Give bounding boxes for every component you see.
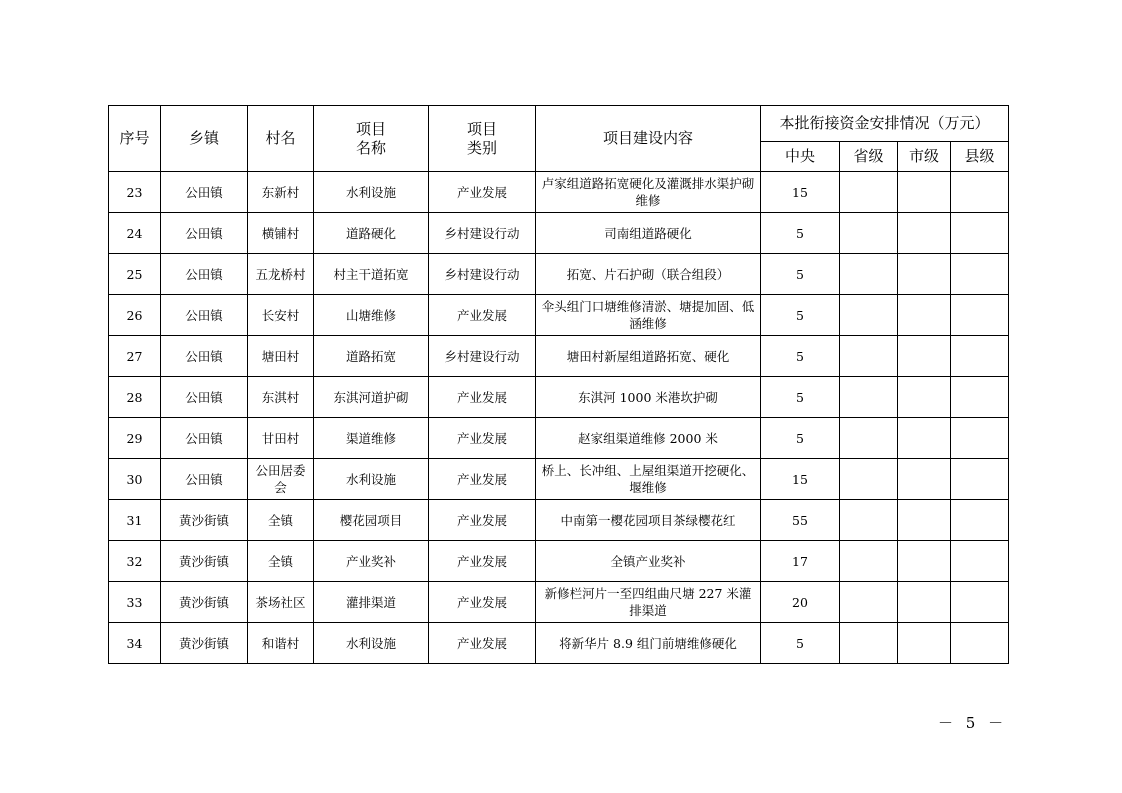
cell-content: 桥上、长冲组、上屋组渠道开挖硬化、堰维修 <box>536 459 761 500</box>
cell-provincial <box>840 172 898 213</box>
cell-content: 伞头组门口塘维修清淤、塘提加固、低涵维修 <box>536 295 761 336</box>
table-row <box>109 500 1009 541</box>
cell-municipal <box>898 172 951 213</box>
cell-municipal <box>898 418 951 459</box>
cell-town: 黄沙街镇 <box>161 541 248 582</box>
cell-town: 公田镇 <box>161 295 248 336</box>
cell-seq: 26 <box>109 295 161 336</box>
cell-seq: 28 <box>109 377 161 418</box>
cell-content: 赵家组渠道维修 2000 米 <box>536 418 761 459</box>
cell-seq: 34 <box>109 623 161 664</box>
cell-municipal <box>898 582 951 623</box>
cell-content: 塘田村新屋组道路拓宽、硬化 <box>536 336 761 377</box>
cell-type: 产业发展 <box>429 623 536 664</box>
table-row <box>109 623 1009 664</box>
cell-seq: 29 <box>109 418 161 459</box>
cell-type: 产业发展 <box>429 541 536 582</box>
cell-county <box>951 582 1009 623</box>
cell-municipal <box>898 541 951 582</box>
cell-municipal <box>898 213 951 254</box>
cell-town: 公田镇 <box>161 254 248 295</box>
table-row <box>109 418 1009 459</box>
cell-town: 黄沙街镇 <box>161 623 248 664</box>
cell-type: 乡村建设行动 <box>429 336 536 377</box>
header-municipal: 市级 <box>898 142 951 172</box>
cell-village: 全镇 <box>248 541 314 582</box>
cell-town: 黄沙街镇 <box>161 500 248 541</box>
cell-central: 5 <box>761 336 840 377</box>
cell-name: 灌排渠道 <box>314 582 429 623</box>
cell-village: 长安村 <box>248 295 314 336</box>
header-provincial: 省级 <box>840 142 898 172</box>
cell-central: 55 <box>761 500 840 541</box>
cell-central: 5 <box>761 418 840 459</box>
cell-municipal <box>898 377 951 418</box>
cell-village: 全镇 <box>248 500 314 541</box>
cell-seq: 24 <box>109 213 161 254</box>
cell-county <box>951 418 1009 459</box>
cell-type: 产业发展 <box>429 500 536 541</box>
cell-central: 17 <box>761 541 840 582</box>
cell-village: 塘田村 <box>248 336 314 377</box>
cell-seq: 25 <box>109 254 161 295</box>
cell-municipal <box>898 336 951 377</box>
cell-content: 将新华片 8.9 组门前塘维修硬化 <box>536 623 761 664</box>
cell-town: 公田镇 <box>161 377 248 418</box>
cell-village: 横铺村 <box>248 213 314 254</box>
cell-provincial <box>840 459 898 500</box>
cell-central: 20 <box>761 582 840 623</box>
table-row <box>109 172 1009 213</box>
cell-provincial <box>840 295 898 336</box>
cell-provincial <box>840 418 898 459</box>
header-content: 项目建设内容 <box>536 106 761 172</box>
cell-municipal <box>898 254 951 295</box>
cell-county <box>951 623 1009 664</box>
cell-town: 公田镇 <box>161 172 248 213</box>
cell-type: 乡村建设行动 <box>429 213 536 254</box>
header-seq: 序号 <box>109 106 161 172</box>
cell-municipal <box>898 500 951 541</box>
cell-village: 茶场社区 <box>248 582 314 623</box>
cell-county <box>951 295 1009 336</box>
cell-provincial <box>840 254 898 295</box>
cell-provincial <box>840 500 898 541</box>
cell-content: 卢家组道路拓宽硬化及灌溉排水渠护砌维修 <box>536 172 761 213</box>
cell-content: 新修栏河片一至四组曲尺塘 227 米灌排渠道 <box>536 582 761 623</box>
table-row <box>109 541 1009 582</box>
cell-village: 甘田村 <box>248 418 314 459</box>
page-number: － 5 － <box>938 714 1008 732</box>
cell-name: 村主干道拓宽 <box>314 254 429 295</box>
cell-village: 东新村 <box>248 172 314 213</box>
cell-name: 道路硬化 <box>314 213 429 254</box>
cell-name: 水利设施 <box>314 623 429 664</box>
funding-table <box>108 105 1009 664</box>
cell-municipal <box>898 623 951 664</box>
cell-type: 产业发展 <box>429 377 536 418</box>
cell-content: 拓宽、片石护砌（联合组段） <box>536 254 761 295</box>
header-funding: 本批衔接资金安排情况（万元） <box>761 106 1009 142</box>
cell-town: 公田镇 <box>161 418 248 459</box>
cell-provincial <box>840 623 898 664</box>
cell-provincial <box>840 582 898 623</box>
cell-village: 公田居委会 <box>248 459 314 500</box>
cell-type: 乡村建设行动 <box>429 254 536 295</box>
cell-type: 产业发展 <box>429 172 536 213</box>
cell-seq: 23 <box>109 172 161 213</box>
cell-municipal <box>898 295 951 336</box>
table-row <box>109 336 1009 377</box>
cell-central: 15 <box>761 459 840 500</box>
cell-central: 5 <box>761 213 840 254</box>
header-project-type: 项目 类别 <box>429 106 536 172</box>
cell-name: 产业奖补 <box>314 541 429 582</box>
cell-provincial <box>840 336 898 377</box>
cell-village: 东淇村 <box>248 377 314 418</box>
cell-town: 公田镇 <box>161 213 248 254</box>
cell-village: 五龙桥村 <box>248 254 314 295</box>
cell-provincial <box>840 377 898 418</box>
cell-seq: 27 <box>109 336 161 377</box>
cell-seq: 30 <box>109 459 161 500</box>
table-row <box>109 295 1009 336</box>
cell-county <box>951 459 1009 500</box>
cell-type: 产业发展 <box>429 295 536 336</box>
cell-central: 5 <box>761 254 840 295</box>
cell-provincial <box>840 213 898 254</box>
cell-content: 司南组道路硬化 <box>536 213 761 254</box>
table-row <box>109 377 1009 418</box>
header-village: 村名 <box>248 106 314 172</box>
table-row <box>109 254 1009 295</box>
cell-county <box>951 500 1009 541</box>
cell-type: 产业发展 <box>429 459 536 500</box>
header-central: 中央 <box>761 142 840 172</box>
cell-seq: 32 <box>109 541 161 582</box>
cell-county <box>951 336 1009 377</box>
cell-type: 产业发展 <box>429 582 536 623</box>
cell-provincial <box>840 541 898 582</box>
cell-type: 产业发展 <box>429 418 536 459</box>
cell-name: 道路拓宽 <box>314 336 429 377</box>
cell-name: 樱花园项目 <box>314 500 429 541</box>
table-body <box>109 172 1009 664</box>
cell-village: 和谐村 <box>248 623 314 664</box>
cell-town: 公田镇 <box>161 336 248 377</box>
cell-name: 渠道维修 <box>314 418 429 459</box>
cell-content: 东淇河 1000 米港坎护砌 <box>536 377 761 418</box>
cell-name: 水利设施 <box>314 172 429 213</box>
cell-name: 山塘维修 <box>314 295 429 336</box>
cell-municipal <box>898 459 951 500</box>
cell-content: 全镇产业奖补 <box>536 541 761 582</box>
table-row <box>109 582 1009 623</box>
cell-county <box>951 541 1009 582</box>
cell-town: 公田镇 <box>161 459 248 500</box>
header-project-name: 项目 名称 <box>314 106 429 172</box>
header-town: 乡镇 <box>161 106 248 172</box>
header-county: 县级 <box>951 142 1009 172</box>
cell-name: 水利设施 <box>314 459 429 500</box>
cell-town: 黄沙街镇 <box>161 582 248 623</box>
cell-name: 东淇河道护砌 <box>314 377 429 418</box>
table-row <box>109 213 1009 254</box>
table-row <box>109 459 1009 500</box>
cell-county <box>951 377 1009 418</box>
cell-county <box>951 213 1009 254</box>
cell-content: 中南第一樱花园项目茶绿樱花红 <box>536 500 761 541</box>
cell-seq: 31 <box>109 500 161 541</box>
cell-seq: 33 <box>109 582 161 623</box>
cell-county <box>951 172 1009 213</box>
cell-county <box>951 254 1009 295</box>
cell-central: 15 <box>761 172 840 213</box>
cell-central: 5 <box>761 295 840 336</box>
cell-central: 5 <box>761 623 840 664</box>
cell-central: 5 <box>761 377 840 418</box>
